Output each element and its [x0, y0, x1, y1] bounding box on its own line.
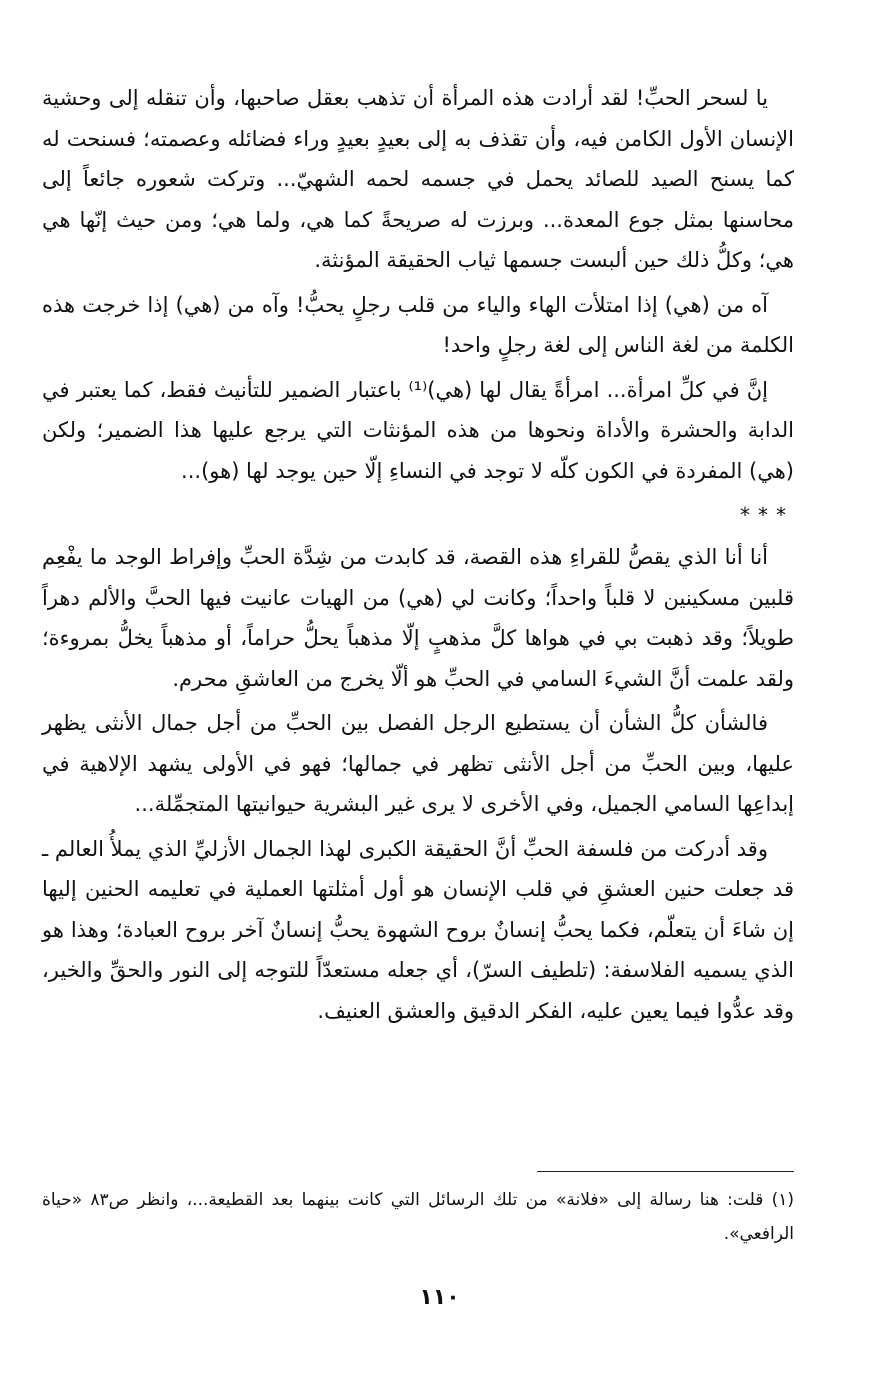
footnote-divider — [537, 1171, 794, 1172]
paragraph-4: أنا أنا الذي يقصُّ للقراءِ هذه القصة، قد كابدت من شِدَّة الحبِّ وإفراط الوجد ما يفْعِم قلبين مسكينين لا قلباً واحداً؛ وكانت لي (هي) من الهيات عانيت فيها الحبَّ والألم دهراً طويلاً؛ وقد ذهبت بي في هواها كلَّ مذهبٍ إلّا مذهباً يحلُّ حراماً، أو مذهباً يخلُّ بمروءة؛ ولقد علمت أنَّ الشيءَ السامي في الحبِّ هو ألّا يخرج من العاشقِ محرم. — [42, 545, 794, 691]
page-number: ١١٠ — [419, 1285, 460, 1310]
page-body — [42, 78, 794, 1035]
paragraph-3: إنَّ في كلِّ امرأة... امرأةً يقال لها (هي)⁽¹⁾ باعتبار الضمير للتأنيث فقط، كما يعتبر في الدابة والحشرة والأداة ونحوها من هذه المؤنثات التي يرجع عليها هذا الضمير؛ ولكن (هي) المفردة في الكون كلّه لا توجد في النساءِ إلّا حين يوجد لها (هو)... — [42, 377, 794, 483]
paragraph-1: يا لسحر الحبِّ! لقد أرادت هذه المرأة أن تذهب بعقل صاحبها، وأن تنقله إلى وحشية الإنسان الأول الكامن فيه، وأن تقذف به إلى بعيدٍ بعيدٍ وراء فضائله وعصمته؛ فسنحت له كما يسنح الصيد للصائد يحمل في جسمه لحمه الشهيّ... وتركت شعوره جائعاً إلى محاسنها بمثل جوع المعدة... وبرزت له صريحةً كما هي، ولما هي؛ ومن حيث إنّها هي هي؛ وكلُّ ذلك حين ألبست جسمها ثياب الحقيقة المؤنثة. — [42, 86, 794, 272]
paragraph-6: وقد أدركت من فلسفة الحبِّ أنَّ الحقيقة الكبرى لهذا الجمال الأزليِّ الذي يملأُ العالم ـ قد جعلت حنين العشقِ في قلب الإنسان هو أول أمثلتها العملية في تعليمه الحنين إليها إن شاءَ أن يتعلّم، فكما يحبُّ إنسانٌ بروح الشهوة يحبُّ إنسانٌ آخر بروح العبادة؛ وهذا هو الذي يسميه الفلاسفة: (تلطيف السرّ)، أي جعله مستعدّاً للتوجه إلى النور والحقِّ والخير، وقد عدُّوا فيما يعين عليه، الفكر الدقيق والعشق العنيف. — [42, 836, 794, 1023]
section-separator: *** — [740, 503, 794, 527]
paragraph-2: آه من (هي) إذا امتلأت الهاء والياء من قلب رجلٍ يحبُّ! وآه من (هي) إذا خرجت هذه الكلمة من لغة الناس إلى لغة رجلٍ واحد! — [42, 292, 794, 357]
footnote: (١) قلت: هنا رسالة إلى «فلانة» من تلك الرسائل التي كانت بينهما بعد القطيعة...، وانظر ص٨٣ «حياة الرافعي». — [42, 1190, 795, 1244]
paragraph-5: فالشأن كلُّ الشأن أن يستطيع الرجل الفصل بين الحبِّ من أجل جمال الأنثى يظهر عليها، وبين الحبِّ من أجل الأنثى تظهر في جمالها؛ فهو في الأولى يشهد الإلاهية في إبداعِها السامي الجميل، وفي الأخرى لا يرى غير البشرية حيوانيتها المتجمِّلة... — [42, 711, 794, 816]
